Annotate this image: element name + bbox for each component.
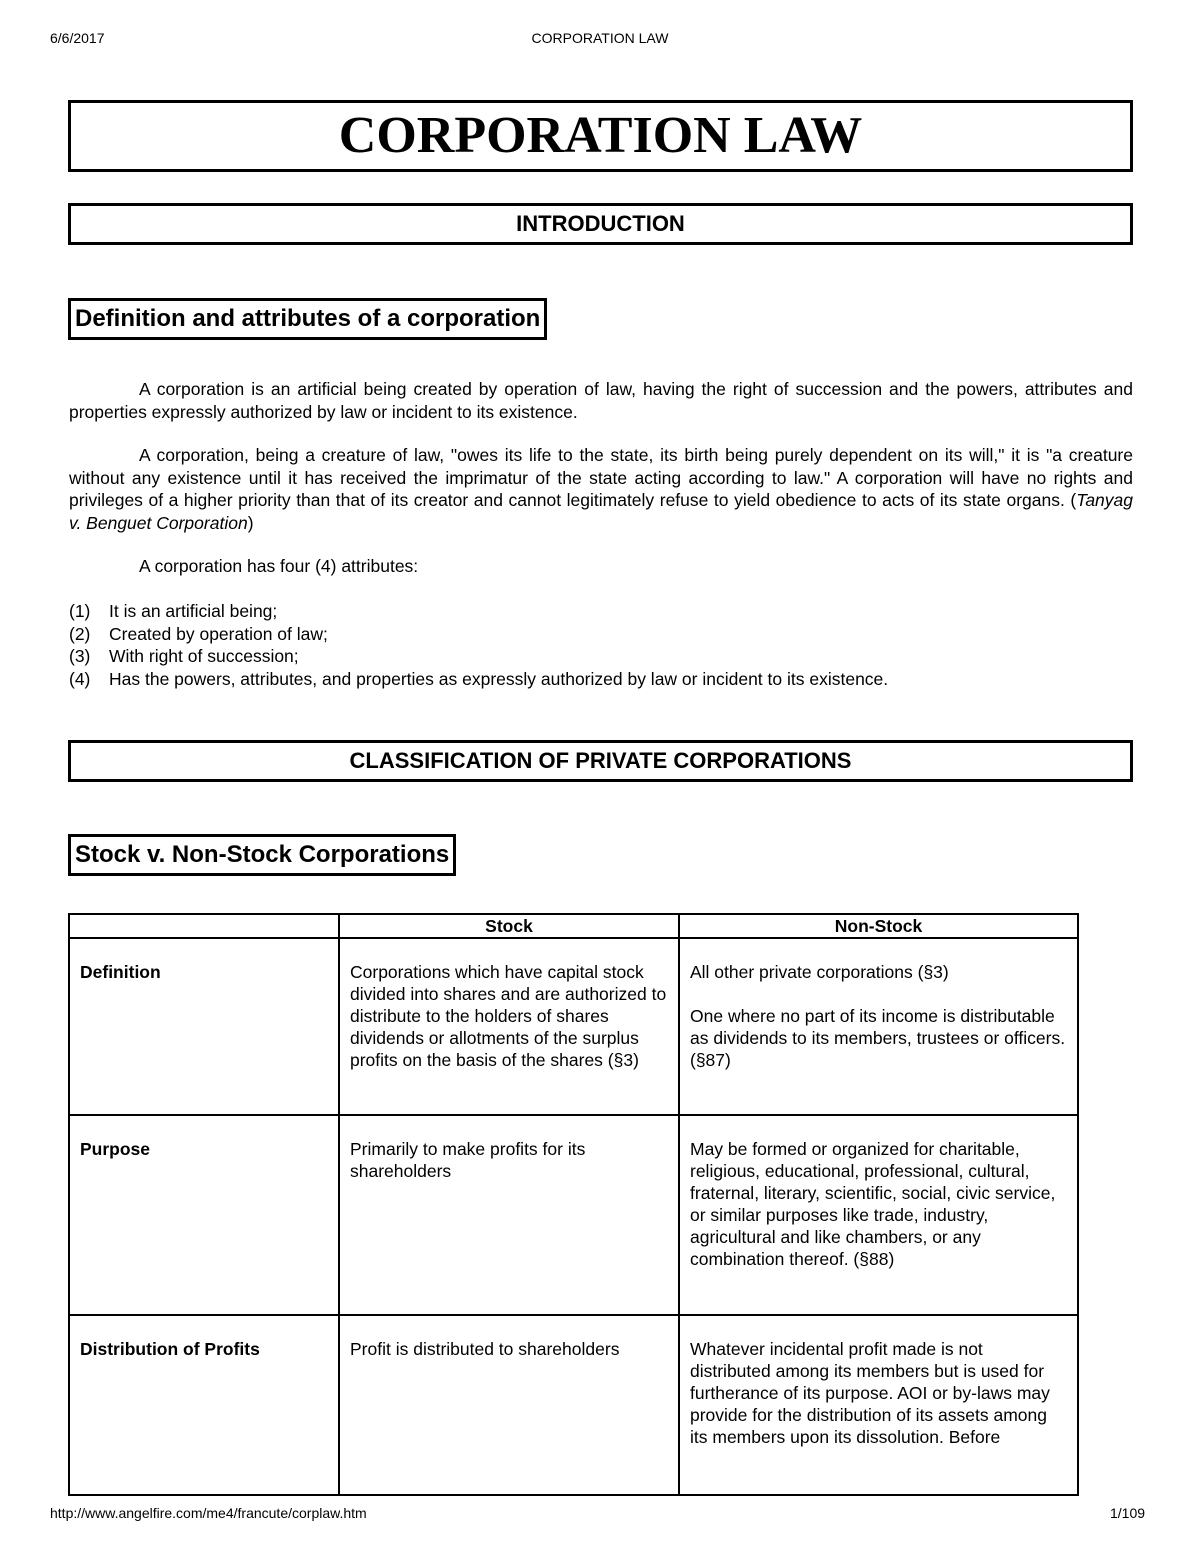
stock-cell [339,1115,679,1315]
table-header-row [69,914,1078,938]
paragraph-creature-text: A corporation, being a creature of law, "owes its life to the state, its birth being purely dependent on its will," it is "a creature without any existence until it has received the imprimatur of the state acting according to law." A corporation will have no rights and privileges of a higher priority than that of its creator and cannot legitimately refuse to yield obedience to acts of its state organs. ( [69,445,1133,510]
list-item [69,600,888,623]
row-label-definition: Definition [69,938,339,1115]
table-row [69,938,1078,1115]
table-row [69,1115,1078,1315]
introduction-heading: INTRODUCTION [68,203,1133,245]
list-item-number: (2) [69,623,91,644]
list-item-number: (1) [69,601,91,621]
cell-text: May be formed or organized for charitable, religious, educational, professional, cultural, fraternal, literary, scientific, social, civic service, or similar purposes like trade, industry, agricultural and like chambers, or any combination thereof. (§88) [690,1139,1056,1269]
nonstock-cell [679,1115,1078,1315]
list-item-text: Has the powers, attributes, and properties as expressly authorized by law or incident to its existence. [109,668,889,689]
stock-cell [339,1315,679,1495]
case-citation: Tanyag v. Benguet Corporation [69,490,1133,533]
source-url: http://www.angelfire.com/me4/francute/corplaw.htm [50,1505,367,1521]
list-item [69,623,888,646]
comparison-table [68,913,1079,1496]
list-item-text: With right of succession; [109,646,299,666]
row-label-distribution: Distribution of Profits [69,1315,339,1495]
row-label-purpose: Purpose [69,1115,339,1315]
cell-text: Primarily to make profits for its shareholders [350,1139,586,1181]
stock-nonstock-heading: Stock v. Non-Stock Corporations [68,834,456,876]
list-item-number: (4) [69,668,91,689]
nonstock-cell [679,1315,1078,1495]
definition-heading: Definition and attributes of a corporation [68,298,547,340]
cell-text: Corporations which have capital stock divided into shares and are authorized to distribute to the holders of shares dividends or allotments of the surplus profits on the basis of the shares (§3) [350,962,667,1070]
print-date: 6/6/2017 [50,30,105,46]
page-number: 1/109 [1110,1505,1146,1521]
table-row [69,1315,1078,1495]
print-header-title: CORPORATION LAW [531,30,669,46]
attributes-list [69,600,888,690]
cell-text: Whatever incidental profit made is not distributed among its members but is used for furtherance of its purpose. AOI or by-laws may provide for the distribution of its assets among its members upon its dissolution. Before [690,1339,1050,1447]
list-item [69,668,888,691]
nonstock-cell [679,938,1078,1115]
classification-heading: CLASSIFICATION OF PRIVATE CORPORATIONS [68,740,1133,782]
attributes-intro: A corporation has four (4) attributes: [139,556,419,576]
document-title: CORPORATION LAW [68,100,1133,172]
list-item-text: It is an artificial being; [109,601,278,621]
list-item [69,645,888,668]
paragraph-definition: A corporation is an artificial being created by operation of law, having the right of succession and the powers, attributes and properties expressly authorized by law or incident to its existence. [69,379,1133,422]
paragraph-creature-of-law [69,444,1133,534]
cell-text: One where no part of its income is distributable as dividends to its members, trustees or officers. (§87) [690,1006,1066,1070]
cell-text: All other private corporations (§3) [690,962,949,982]
cell-text: Profit is distributed to shareholders [350,1339,620,1359]
citation-close: ) [247,512,254,533]
column-header-stock: Stock [339,914,679,938]
column-header-blank [69,914,339,938]
list-item-number: (3) [69,646,91,666]
list-item-text: Created by operation of law; [109,623,328,644]
stock-cell [339,938,679,1115]
column-header-nonstock: Non-Stock [679,914,1078,938]
